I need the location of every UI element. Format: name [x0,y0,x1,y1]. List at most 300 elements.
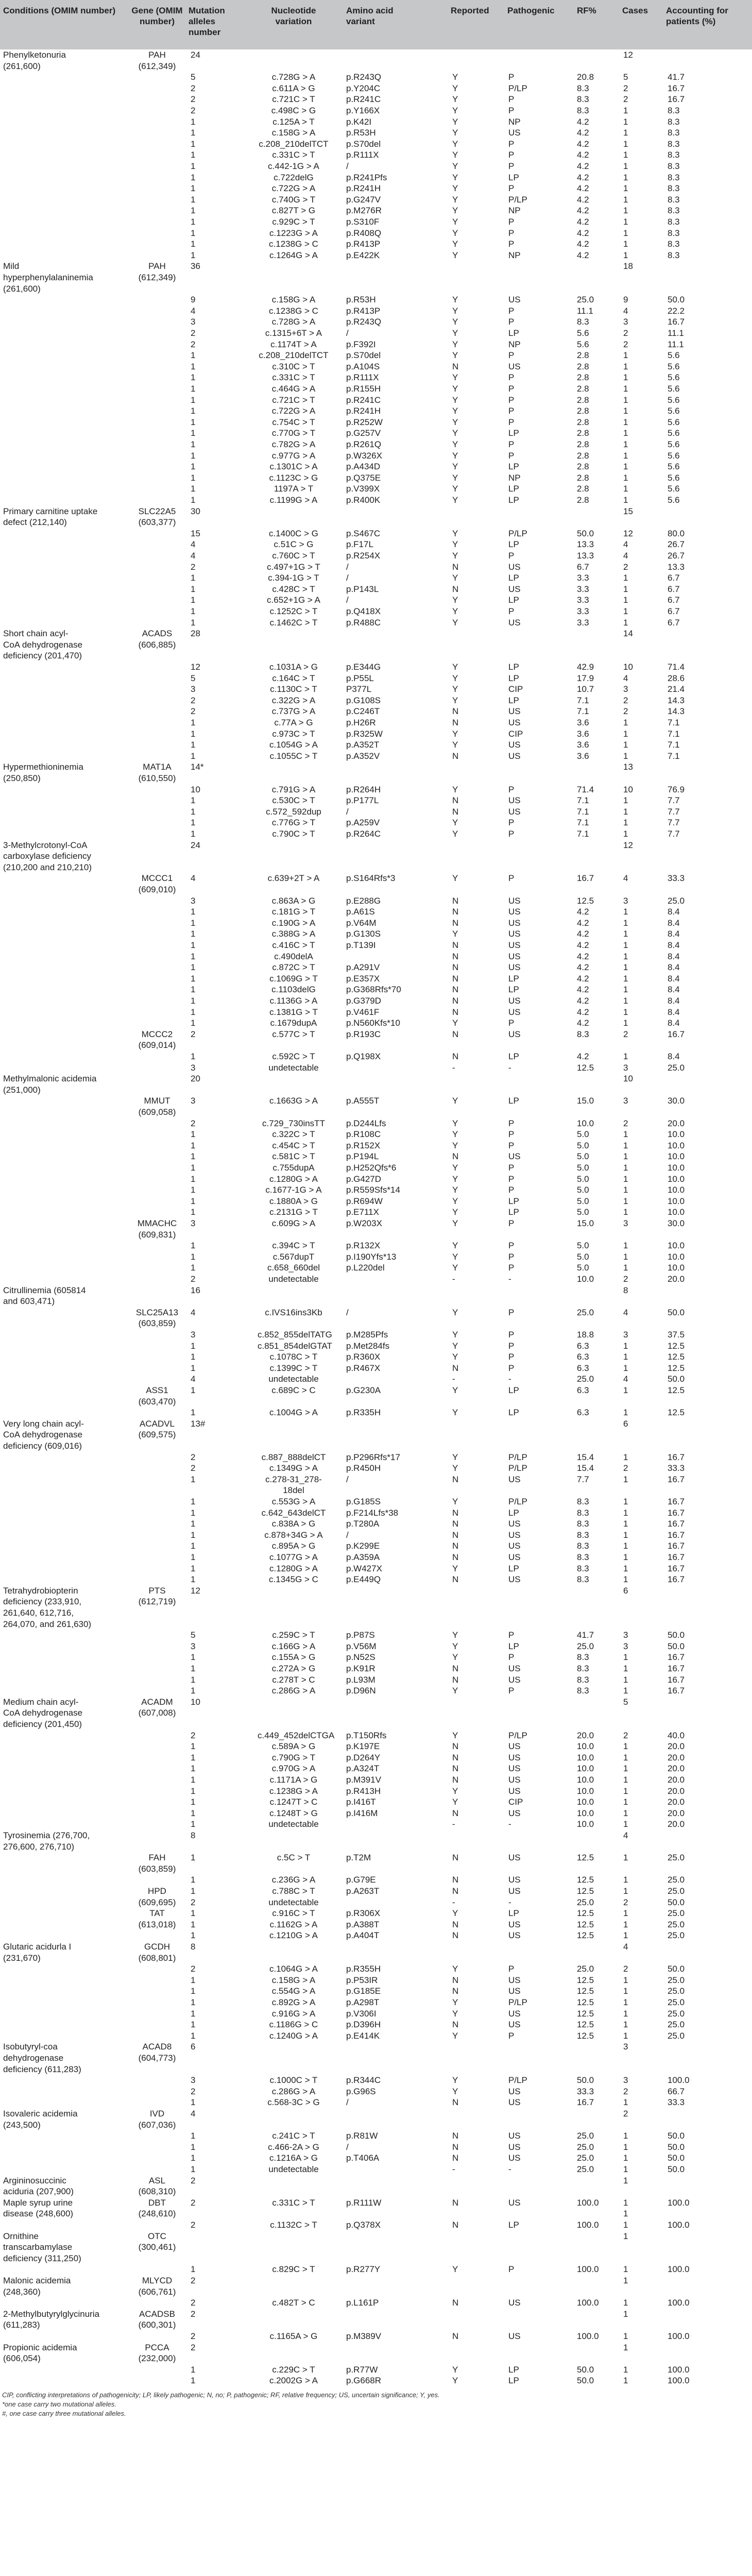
cell-rf: 10.0 [577,1274,594,1284]
cell-condition: Argininosuccinic [3,2175,66,2185]
cell-amino-acid: p.R243Q [346,317,382,327]
table-row [0,1886,752,1897]
cell-accounting: 8.4 [668,951,680,961]
cell-reported: Y [452,1330,458,1340]
cell-mutation-alleles: 15 [191,528,200,538]
cell-reported: Y [452,450,458,461]
table-row [0,1429,752,1440]
cell-reported: Y [452,1129,458,1140]
cell-reported: N [452,1474,459,1484]
cell-accounting: 16.7 [668,83,685,93]
cell-case-count: 2 [623,1463,628,1473]
cell-amino-acid: p.V64M [346,918,377,928]
cell-pathogenic: P [508,183,515,194]
cell-reported: Y [452,1463,458,1473]
table-row [0,1997,752,2008]
table-row [0,439,752,450]
cell-pathogenic: US [508,1975,521,1985]
cell-reported: Y [452,595,458,605]
cell-amino-acid: p.W326X [346,450,382,461]
cell-condition: Very long chain acyl- [3,1418,84,1429]
cell-nucleotide: c.464G > A [271,384,316,394]
cell-accounting: 8.3 [668,228,680,238]
table-row [0,1162,752,1174]
table-row [0,1819,752,1830]
cell-mutation-alleles: 8 [191,1831,196,1840]
cell-pathogenic: P [508,873,515,884]
cell-reported: Y [452,2264,458,2275]
cell-nucleotide: c.827T > G [271,206,316,216]
cell-cases-total: 5 [623,1697,628,1707]
cell-pathogenic: P [508,1140,515,1150]
header-cases: Cases [622,6,648,15]
cell-condition: Tyrosinemia (276,700, [3,1831,90,1840]
cell-case-count: 1 [623,1986,628,1996]
cell-amino-acid: P377L [346,684,372,694]
table-row [0,673,752,684]
cell-case-count: 1 [623,818,628,828]
cell-case-count: 1 [623,973,628,984]
table-row [0,2186,752,2197]
cell-rf: 2.8 [577,495,589,505]
cell-case-count: 1 [623,1574,628,1585]
table-row [0,1530,752,1541]
cell-reported: - [452,1274,455,1284]
table-row [0,884,752,895]
cell-case-count: 1 [623,1530,628,1540]
cell-reported: - [452,1897,455,1907]
table-row [0,1730,752,1741]
cell-amino-acid: p.Q378X [346,2220,381,2230]
cell-case-count: 2 [623,1029,628,1039]
cell-accounting: 8.4 [668,1018,680,1028]
cell-nucleotide: c.611A > G [272,83,315,93]
cell-rf: 7.1 [577,829,589,839]
cell-case-count: 1 [623,2153,628,2163]
cell-rf: 8.3 [577,1519,589,1529]
cell-case-count: 1 [623,2220,628,2230]
cell-amino-acid: p.L220del [346,1263,385,1273]
cell-reported: Y [452,172,458,182]
cell-case-count: 3 [623,1062,628,1073]
cell-case-count: 1 [623,1819,628,1829]
cell-reported: Y [452,1563,458,1573]
cell-nucleotide: c.2002G > A [269,2376,318,2386]
cell-rf: 18.8 [577,1330,594,1340]
cell-gene: ACADSB [139,2309,175,2319]
cell-condition: 3-Methylcrotonyl-CoA [3,840,88,850]
cell-condition: Phenylketonuria [3,50,66,60]
cell-mutation-alleles: 16 [191,1285,200,1295]
cell-mutation-alleles: 1 [191,1808,196,1818]
table-row [0,1007,752,1018]
cell-gene: (606,885) [138,639,176,650]
cell-nucleotide: c.77A > G [274,718,313,727]
cell-case-count: 1 [623,1764,628,1774]
cell-case-count: 1 [623,1352,628,1362]
cell-nucleotide: c.872C > T [272,962,315,973]
cell-accounting: 6.7 [668,606,680,616]
cell-nucleotide: c.1399C > T [269,1363,318,1373]
cell-amino-acid: p.A359A [346,1552,380,1562]
cell-amino-acid: p.E357X [346,973,380,984]
cell-pathogenic: US [508,1664,521,1673]
cell-accounting: 5.6 [668,428,680,438]
table-row [0,1463,752,1474]
cell-accounting: 25.0 [668,1930,685,1941]
cell-mutation-alleles: 1 [191,951,196,961]
cell-accounting: 25.0 [668,2008,685,2019]
cell-pathogenic: P [508,306,515,316]
cell-pathogenic: CIP [508,728,523,739]
cell-mutation-alleles: 1 [191,194,196,205]
cell-case-count: 1 [623,929,628,939]
cell-accounting: 50.0 [668,2131,685,2141]
cell-reported: Y [452,695,458,705]
cell-cases-total: 1 [623,2231,628,2241]
cell-pathogenic: P [508,1163,515,1173]
cell-reported: N [452,1552,459,1562]
cell-accounting: 6.7 [668,573,680,583]
cell-case-count: 2 [623,1964,628,1974]
cell-rf: 100.0 [577,2264,599,2275]
cell-accounting: 26.7 [668,539,685,550]
cell-case-count: 1 [623,484,628,494]
cell-pathogenic: P [508,106,515,115]
cell-pathogenic: US [508,1886,521,1896]
cell-case-count: 1 [623,2197,628,2208]
table-row [0,506,752,517]
cell-accounting: 50.0 [668,2153,685,2163]
cell-pathogenic: P/LP [508,194,527,205]
cell-reported: Y [452,406,458,416]
cell-rf: 2.8 [577,406,589,416]
cell-amino-acid: p.I190Yfs*13 [346,1251,397,1262]
cell-accounting: 76.9 [668,784,685,794]
cell-condition: 264,070, and 261,630) [3,1619,92,1629]
cell-mutation-alleles: 3 [191,1062,196,1073]
cell-case-count: 4 [623,1307,628,1317]
cell-mutation-alleles: 24 [191,50,200,60]
cell-amino-acid: p.A434D [346,462,381,472]
cell-nucleotide: c.770G > T [271,428,316,438]
cell-amino-acid: p.P177L [346,795,379,806]
table-row [0,306,752,317]
cell-mutation-alleles: 1 [191,1997,196,2007]
cell-pathogenic: P [508,1686,515,1696]
cell-rf: 4.2 [577,250,589,260]
table-row [0,795,752,806]
table-row [0,1674,752,1686]
cell-amino-acid: / [346,328,349,338]
cell-amino-acid: p.F214Lfs*38 [346,1507,399,1518]
cell-mutation-alleles: 1 [191,1151,196,1162]
cell-cases-total: 8 [623,1285,628,1295]
cell-nucleotide: c.572_592dup [266,806,321,817]
cell-amino-acid: p.R241H [346,183,381,194]
cell-rf: 8.3 [577,94,589,105]
cell-mutation-alleles: 1 [191,495,196,505]
cell-amino-acid: p.R77W [346,2364,378,2375]
cell-nucleotide: c.1315+6T > A [265,328,322,338]
cell-mutation-alleles: 1 [191,1764,196,1774]
cell-pathogenic: LP [508,985,519,995]
table-row [0,94,752,105]
table-row [0,1719,752,1730]
cell-nucleotide: undetectable [268,1374,319,1384]
cell-reported: Y [452,94,458,105]
cell-case-count: 1 [623,1686,628,1696]
cell-amino-acid: p.K299E [346,1541,380,1551]
cell-accounting: 16.7 [668,1029,685,1039]
table-row [0,239,752,250]
cell-reported: N [452,973,459,984]
table-row [0,1852,752,1863]
cell-pathogenic: US [508,2097,521,2108]
cell-reported: Y [452,728,458,739]
cell-case-count: 1 [623,372,628,383]
cell-mutation-alleles: 3 [191,1218,196,1228]
cell-case-count: 1 [623,1174,628,1184]
cell-pathogenic: LP [508,1408,519,1418]
cell-case-count: 1 [623,250,628,260]
cell-amino-acid: p.Met284fs [346,1341,390,1351]
cell-nucleotide: c.788C > T [272,1886,315,1896]
cell-reported: N [452,951,459,961]
cell-pathogenic: US [508,2008,521,2019]
table-row [0,1207,752,1218]
cell-pathogenic: US [508,1919,521,1929]
cell-mutation-alleles: 1 [191,1819,196,1829]
cell-accounting: 7.1 [668,751,680,761]
cell-amino-acid: p.V399X [346,484,380,494]
cell-accounting: 33.3 [668,873,685,884]
cell-reported: Y [452,472,458,483]
cell-case-count: 1 [623,573,628,583]
cell-gene: (232,000) [138,2353,176,2364]
cell-amino-acid: / [346,2142,349,2152]
cell-case-count: 1 [623,2376,628,2386]
cell-accounting: 25.0 [668,1997,685,2007]
cell-amino-acid: p.R252W [346,417,383,427]
cell-condition: Ornithine [3,2231,39,2241]
cell-accounting: 25.0 [668,895,685,906]
cell-accounting: 8.4 [668,918,680,928]
cell-pathogenic: P [508,1363,515,1373]
cell-accounting: 5.6 [668,395,680,405]
table-row [0,350,752,361]
table-row [0,817,752,828]
cell-amino-acid: p.T406A [346,2153,380,2163]
cell-nucleotide: c.790C > T [272,829,315,839]
cell-nucleotide: c.1069G > T [269,973,318,984]
cell-reported: Y [452,116,458,127]
cell-case-count: 1 [623,940,628,950]
cell-pathogenic: NP [508,116,521,127]
cell-pathogenic: US [508,1574,521,1585]
cell-amino-acid: p.V461F [346,1007,380,1017]
cell-nucleotide: c.1210G > A [269,1930,318,1941]
cell-nucleotide: c.190G > A [271,918,316,928]
cell-gene: (612,719) [138,1597,176,1607]
table-row [0,1518,752,1530]
cell-accounting: 16.7 [668,1686,685,1696]
cell-pathogenic: US [508,2197,521,2208]
cell-case-count: 1 [623,1452,628,1462]
cell-case-count: 1 [623,1563,628,1573]
cell-rf: 12.5 [577,2008,594,2019]
cell-rf: 3.3 [577,617,589,628]
table-row [0,773,752,784]
cell-rf: 12.5 [577,1886,594,1896]
cell-reported: Y [452,829,458,839]
cell-accounting: 50.0 [668,295,685,305]
cell-pathogenic: P [508,94,515,105]
cell-pathogenic: P/LP [508,1730,527,1740]
cell-reported: N [452,1151,459,1162]
table-row [0,1507,752,1519]
cell-pathogenic: P [508,2264,515,2275]
cell-amino-acid: p.P53IR [346,1975,378,1985]
cell-nucleotide: c.790G > T [271,1752,316,1762]
cell-rf: 25.0 [577,1897,594,1907]
cell-pathogenic: P [508,1118,515,1128]
table-row [0,2197,752,2209]
cell-mutation-alleles: 1 [191,907,196,917]
cell-nucleotide: c.852_855delTATG [258,1330,332,1340]
cell-mutation-alleles: 1 [191,128,196,138]
cell-amino-acid: p.R81W [346,2131,378,2141]
cell-mutation-alleles: 2 [191,2220,196,2230]
cell-nucleotide: undetectable [268,1897,319,1907]
table-row [0,639,752,651]
cell-nucleotide: c.776G > T [271,818,316,828]
cell-pathogenic: - [508,1374,511,1384]
cell-rf: 3.3 [577,573,589,583]
cell-reported: Y [452,161,458,171]
cell-cases-total: 12 [623,840,633,850]
cell-pathogenic: US [508,718,521,727]
cell-cases-total: 6 [623,1585,628,1596]
cell-nucleotide: c.1280G > A [269,1174,318,1184]
cell-nucleotide: c.322G > A [271,695,316,705]
cell-accounting: 20.0 [668,1797,685,1807]
cell-pathogenic: P [508,784,515,794]
cell-rf: 2.8 [577,417,589,427]
cell-accounting: 10.0 [668,1241,685,1251]
cell-amino-acid: p.H252Qfs*6 [346,1163,397,1173]
cell-rf: 2.8 [577,395,589,405]
cell-pathogenic: P [508,150,515,160]
cell-mutation-alleles: 1 [191,428,196,438]
cell-nucleotide: c.568-3C > G [267,2097,320,2108]
cell-pathogenic: US [508,2142,521,2152]
footnote: CIP, conflicting interpretations of pathogenicity; LP, likely pathogenic; N, no; P, pathogenic; RF, relative frequency; US, uncertain significance; Y, yes. [2,2391,440,2399]
cell-mutation-alleles: 3 [191,317,196,327]
cell-gene: (609,575) [138,1430,176,1440]
cell-nucleotide: c.1238G > C [269,306,318,316]
cell-nucleotide: c.1301C > A [269,462,318,472]
cell-rf: 100.0 [577,2298,599,2308]
cell-rf: 5.0 [577,1196,589,1206]
table-row [0,450,752,462]
cell-accounting: 16.7 [668,1530,685,1540]
cell-gene: TAT [149,1908,165,1919]
cell-amino-acid: p.G668R [346,2376,382,2386]
cell-mutation-alleles: 1 [191,2020,196,2030]
cell-reported: Y [452,1185,458,1195]
cell-pathogenic: LP [508,484,519,494]
table-row [0,2164,752,2175]
table-row [0,194,752,206]
cell-rf: 6.3 [577,1363,589,1373]
cell-reported: Y [452,239,458,249]
cell-case-count: 1 [623,2030,628,2041]
cell-accounting: 5.6 [668,495,680,505]
cell-mutation-alleles: 1 [191,996,196,1006]
cell-mutation-alleles: 1 [191,1741,196,1752]
cell-pathogenic: LP [508,573,519,583]
cell-reported: Y [452,1730,458,1740]
cell-mutation-alleles: 1 [191,1507,196,1518]
cell-nucleotide: c.592C > T [272,1052,315,1061]
cell-pathogenic: P [508,1018,515,1028]
cell-case-count: 1 [623,139,628,149]
table-row [0,918,752,929]
table-row [0,1863,752,1875]
cell-reported: N [452,361,459,371]
cell-amino-acid: p.R306X [346,1908,381,1919]
cell-rf: 10.0 [577,1808,594,1818]
cell-amino-acid: p.S70del [346,139,381,149]
cell-nucleotide: c.1064G > A [269,1964,318,1974]
cell-accounting: 16.7 [668,1563,685,1573]
cell-nucleotide: c.229C > T [272,2364,315,2375]
cell-pathogenic: P [508,1964,515,1974]
cell-condition: deficiency (233,910, [3,1597,82,1607]
cell-rf: 5.0 [577,1263,589,1273]
cell-pathogenic: US [508,918,521,928]
cell-nucleotide: c.236G > A [271,1875,316,1885]
cell-condition: Mild [3,261,20,272]
cell-mutation-alleles: 2 [191,1463,196,1473]
cell-reported: - [452,2164,455,2174]
cell-mutation-alleles: 2 [191,2331,196,2341]
cell-rf: 100.0 [577,2197,599,2208]
cell-accounting: 16.7 [668,1507,685,1518]
cell-rf: 4.2 [577,962,589,973]
table-row [0,2275,752,2286]
cell-nucleotide: c.1123C > G [269,472,318,483]
table-row [0,328,752,339]
cell-accounting: 5.6 [668,350,680,361]
table-row [0,1118,752,1129]
cell-pathogenic: - [508,1819,511,1829]
cell-nucleotide: c.1216A > G [269,2153,318,2163]
cell-rf: 4.2 [577,1052,589,1061]
cell-pathogenic: LP [508,2376,519,2386]
table-row [0,1374,752,1385]
cell-accounting: 14.3 [668,695,685,705]
cell-mutation-alleles: 2 [191,339,196,349]
cell-reported: N [452,1507,459,1518]
cell-amino-acid: p.Y166X [346,106,380,115]
table-row [0,139,752,150]
cell-nucleotide: c.728G > A [271,317,316,327]
cell-rf: 3.6 [577,718,589,727]
cell-reported: N [452,718,459,727]
cell-accounting: 8.3 [668,217,680,227]
